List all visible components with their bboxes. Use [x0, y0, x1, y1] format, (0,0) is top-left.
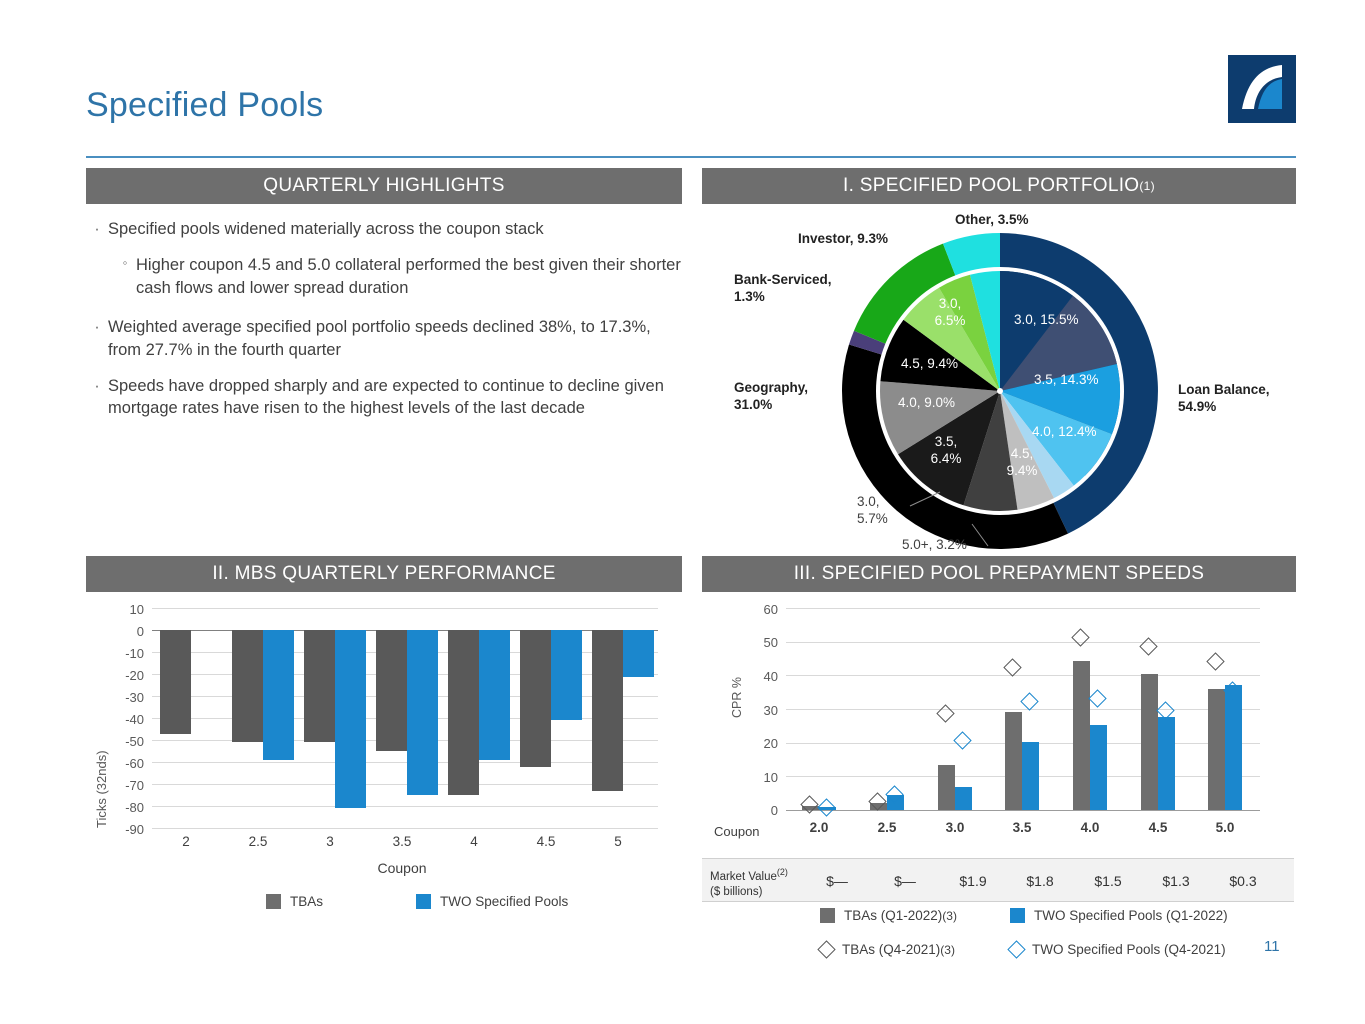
- market-value-row-label: [710, 866, 788, 901]
- cpr-bar-two-5.0: [1225, 685, 1242, 810]
- mbs-xtick: 4.5: [536, 834, 556, 849]
- bullet-icon: ·: [94, 220, 100, 238]
- panel-header-cpr: III. SPECIFIED POOL PREPAYMENT SPEEDS: [702, 556, 1296, 592]
- list-item: [86, 316, 686, 361]
- cpr-ytick: 30: [763, 703, 778, 718]
- mbs-gridline: [152, 828, 658, 829]
- bar-two-3.5: [407, 630, 438, 795]
- pie-label-investor: Investor, 9.3%: [798, 231, 889, 246]
- pie-label-3.0-6.5: 3.0, 6.5%: [934, 296, 966, 328]
- pie-label-4.5-9.4-gray: 4.5, 9.4%: [901, 356, 959, 371]
- legend-swatch-gray-icon: [266, 894, 281, 909]
- panel-header-portfolio: [702, 168, 1296, 204]
- pie-svg: [702, 206, 1296, 552]
- cpr-marker-tba-q4-3.0: [936, 704, 954, 722]
- cpr-bar-tba-4.5: [1141, 674, 1158, 810]
- pie-label-bank-serviced: Bank-Serviced, 1.3%: [734, 272, 832, 304]
- market-value-table: [702, 858, 1294, 902]
- bar-two-3: [335, 630, 366, 808]
- bar-tba-3.5: [376, 630, 407, 751]
- pie-label-5.0plus-3.2: 5.0+, 3.2%: [902, 537, 967, 552]
- list-item-text: Higher coupon 4.5 and 5.0 collateral performed the best given their shorter cash flows and lower spread duration: [136, 256, 681, 298]
- cpr-marker-two-q4-2.0: [817, 798, 835, 816]
- pie-label-3.5-14.3: 3.5, 14.3%: [1034, 372, 1099, 387]
- panel-header-portfolio-text: I. SPECIFIED POOL PORTFOLIO: [843, 175, 1140, 196]
- market-value-cell-3.0: $1.9: [959, 873, 987, 889]
- legend-diamond-blue-icon: [1007, 940, 1025, 958]
- legend-label: TWO Specified Pools (Q4-2021): [1032, 942, 1226, 957]
- mbs-ytick: -70: [125, 778, 144, 793]
- cpr-ytick: 10: [763, 770, 778, 785]
- mbs-xtick: 3.5: [392, 834, 412, 849]
- mbs-ytick: 0: [136, 624, 144, 639]
- cpr-bar-two-3.0: [955, 787, 972, 810]
- cpr-bar-two-4.5: [1158, 717, 1175, 810]
- legend-diamond-gray-icon: [817, 940, 835, 958]
- mbs-ytick: -60: [125, 756, 144, 771]
- legend-swatch-blue-icon: [1010, 908, 1025, 923]
- bar-two-4.5: [551, 630, 582, 720]
- legend-footnote: (3): [942, 908, 957, 923]
- list-item: [86, 375, 686, 420]
- legend-two-q4: [1010, 942, 1226, 957]
- cpr-xtick: 2.0: [809, 820, 829, 835]
- bullet-icon: ·: [94, 318, 100, 337]
- bar-two-5: [623, 630, 654, 677]
- cpr-gridline: [786, 642, 1260, 643]
- cpr-xtick: 5.0: [1215, 820, 1235, 835]
- legend-swatch-gray-icon: [820, 908, 835, 923]
- mbs-xtick: 2: [182, 834, 190, 849]
- bar-tba-4: [448, 630, 479, 795]
- cpr-marker-two-q4-4.0: [1088, 689, 1106, 707]
- list-item-text: Specified pools widened materially across the coupon stack: [108, 220, 544, 238]
- panel-header-mbs: II. MBS QUARTERLY PERFORMANCE: [86, 556, 682, 592]
- mbs-x-axis-title: Coupon: [377, 860, 427, 876]
- cpr-gridline: [786, 709, 1260, 710]
- cpr-marker-two-q4-3.0: [953, 731, 971, 749]
- bar-two-4: [479, 630, 510, 760]
- mbs-y-axis-title: Ticks (32nds): [94, 750, 109, 828]
- cpr-bar-tba-5.0: [1208, 689, 1225, 810]
- legend-two-specified-pools: [416, 894, 568, 909]
- legend-label: TWO Specified Pools: [440, 894, 569, 909]
- pie-label-geography: Geography, 31.0%: [734, 380, 809, 412]
- chart-mbs-quarterly-performance: [86, 598, 682, 928]
- panel-header-portfolio-footnote: (1): [1139, 179, 1155, 193]
- pie-label-3.0-15.5: 3.0, 15.5%: [1014, 312, 1079, 327]
- mbs-ytick: -10: [125, 646, 144, 661]
- logo-swoosh-icon: [1228, 55, 1296, 123]
- cpr-x-axis-title: Coupon: [714, 824, 760, 839]
- page-title: Specified Pools: [86, 86, 324, 124]
- mbs-ytick: -40: [125, 712, 144, 727]
- legend-label: TBAs (Q4-2021): [842, 942, 941, 957]
- cpr-xtick: 4.0: [1080, 820, 1100, 835]
- mbs-xtick: 2.5: [248, 834, 268, 849]
- cpr-bar-tba-3.0: [938, 765, 955, 810]
- pie-label-3.0-5.7: 3.0, 5.7%: [857, 494, 888, 526]
- highlights-list: [86, 218, 686, 434]
- cpr-y-axis-title: CPR %: [730, 677, 744, 718]
- cpr-bar-tba-3.5: [1005, 712, 1022, 810]
- pie-label-other: Other, 3.5%: [955, 212, 1029, 227]
- bar-tba-2.5: [232, 630, 263, 742]
- mbs-xtick: 5: [614, 834, 622, 849]
- legend-label: TBAs: [290, 894, 324, 909]
- chart-specified-pool-portfolio: [702, 206, 1296, 552]
- list-item-text: Speeds have dropped sharply and are expected to continue to decline given mortgage rates have risen to the highest levels of the last decade: [108, 376, 664, 418]
- cpr-ytick: 20: [763, 736, 778, 751]
- legend-tbas: [266, 894, 323, 909]
- legend-label: TBAs (Q1-2022): [844, 908, 943, 923]
- cpr-xtick: 3.0: [945, 820, 965, 835]
- cpr-xtick: 4.5: [1148, 820, 1168, 835]
- cpr-ytick: 0: [770, 803, 778, 818]
- list-item-text: Weighted average specified pool portfolio speeds declined 38%, to 17.3%, from 27.7% in the fourth quarter: [108, 318, 651, 359]
- mbs-ytick: -50: [125, 734, 144, 749]
- mbs-ytick: -30: [125, 690, 144, 705]
- two-harbors-logo: [1228, 55, 1296, 123]
- list-item: [86, 218, 686, 240]
- market-value-cell-4.0: $1.5: [1094, 873, 1122, 889]
- cpr-marker-two-q4-3.5: [1020, 692, 1038, 710]
- bar-two-2.5: [263, 630, 294, 760]
- pie-label-3.5-6.4: 3.5, 6.4%: [930, 434, 962, 466]
- mbs-xtick: 4: [470, 834, 478, 849]
- cpr-marker-tba-q4-5.0: [1206, 652, 1224, 670]
- cpr-ytick: 60: [763, 602, 778, 617]
- market-value-cell-5.0: $0.3: [1229, 873, 1257, 889]
- bar-tba-4.5: [520, 630, 551, 767]
- legend-two-q1: [1010, 908, 1228, 923]
- market-value-units: ($ billions): [710, 886, 763, 899]
- market-value-cell-2.0: $—: [826, 873, 848, 889]
- panel-header-highlights: QUARTERLY HIGHLIGHTS: [86, 168, 682, 204]
- mbs-gridline: [152, 608, 658, 609]
- bar-tba-2: [160, 630, 191, 734]
- cpr-bar-tba-4.0: [1073, 661, 1090, 810]
- list-item: [114, 254, 686, 300]
- legend-swatch-blue-icon: [416, 894, 431, 909]
- cpr-marker-tba-q4-4.0: [1071, 628, 1089, 646]
- legend-label: TWO Specified Pools (Q1-2022): [1034, 908, 1228, 923]
- legend-footnote: (3): [940, 942, 955, 957]
- pie-label-4.5-9.4-inner: 4.5, 9.4%: [1006, 446, 1038, 478]
- mbs-gridline: [152, 762, 658, 763]
- cpr-zero-axis: [786, 810, 1260, 811]
- title-divider: [86, 156, 1296, 158]
- page-number: 11: [1264, 938, 1280, 955]
- mbs-ytick: -90: [125, 822, 144, 837]
- bar-tba-3: [304, 630, 335, 742]
- market-value-cell-4.5: $1.3: [1162, 873, 1190, 889]
- mbs-ytick: -80: [125, 800, 144, 815]
- cpr-xtick: 3.5: [1012, 820, 1032, 835]
- mbs-ytick: 10: [129, 602, 144, 617]
- mbs-gridline: [152, 806, 658, 807]
- mbs-gridline: [152, 784, 658, 785]
- cpr-bar-two-3.5: [1022, 742, 1039, 810]
- legend-tbas-q4: [820, 942, 955, 957]
- bullet-icon: ·: [94, 376, 100, 395]
- bar-tba-5: [592, 630, 623, 791]
- market-value-cell-2.5: $—: [894, 873, 916, 889]
- legend-tbas-q1: [820, 908, 957, 923]
- cpr-gridline: [786, 675, 1260, 676]
- mbs-xtick: 3: [326, 834, 334, 849]
- cpr-marker-tba-q4-4.5: [1139, 637, 1157, 655]
- pie-label-4.0-9.0: 4.0, 9.0%: [898, 395, 956, 410]
- cpr-ytick: 50: [763, 635, 778, 650]
- bullet-hollow-icon: ◦: [122, 255, 128, 271]
- market-value-footnote: (2): [776, 867, 788, 877]
- pie-label-4.0-12.4: 4.0, 12.4%: [1032, 424, 1097, 439]
- cpr-xtick: 2.5: [877, 820, 897, 835]
- market-value-cell-3.5: $1.8: [1026, 873, 1054, 889]
- cpr-marker-tba-q4-3.5: [1003, 658, 1021, 676]
- market-value-label-text: Market Value: [710, 870, 777, 883]
- cpr-ytick: 40: [763, 669, 778, 684]
- pie-label-loan-balance: Loan Balance, 54.9%: [1178, 382, 1270, 414]
- mbs-ytick: -20: [125, 668, 144, 683]
- cpr-gridline: [786, 608, 1260, 609]
- cpr-bar-two-4.0: [1090, 725, 1107, 810]
